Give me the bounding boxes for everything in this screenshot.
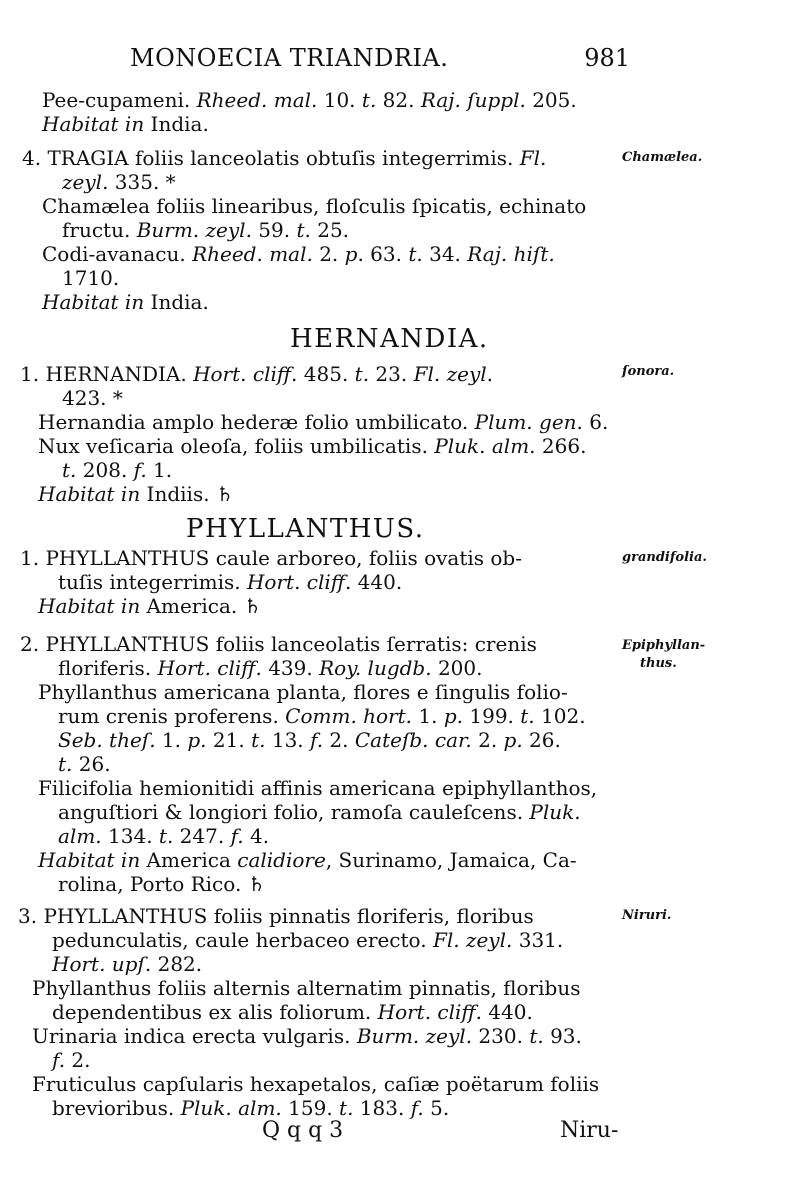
text-line: Habitat in India. xyxy=(42,290,209,314)
margin-species-name: Niruri. xyxy=(622,908,672,923)
text-line: Urinaria indica erecta vulgaris. Burm. zeyl. 230. t. 93. xyxy=(32,1024,582,1048)
text-line: tuſis integerrimis. Hort. cliff. 440. xyxy=(58,570,403,594)
text-line: Habitat in Indiis. ♄ xyxy=(38,482,234,506)
text-line: alm. 134. t. 247. f. 4. xyxy=(58,824,270,848)
text-line: 2. PHYLLANTHUS foliis lanceolatis ſerratis: crenis xyxy=(20,632,537,656)
text-line: Hort. upſ. 282. xyxy=(52,952,203,976)
text-line: Habitat in India. xyxy=(42,112,209,136)
text-line: 1. PHYLLANTHUS caule arboreo, foliis ovatis ob- xyxy=(20,546,522,570)
margin-species-name: Epiphyllan- xyxy=(622,638,706,653)
margin-species-name: ſonora. xyxy=(622,364,675,379)
text-line: rolina, Porto Rico. ♄ xyxy=(58,872,266,896)
text-line: Phyllanthus americana planta, flores e ſingulis folio- xyxy=(38,680,568,704)
text-line: fructu. Burm. zeyl. 59. t. 25. xyxy=(62,218,350,242)
text-line: brevioribus. Pluk. alm. 159. t. 183. f. 5. xyxy=(52,1096,450,1120)
text-line: Habitat in America. ♄ xyxy=(38,594,262,618)
text-line: Codi-avanacu. Rheed. mal. 2. p. 63. t. 34. Raj. hiſt. xyxy=(42,242,555,266)
text-line: Pee-cupameni. Rheed. mal. 10. t. 82. Raj. ſuppl. 205. xyxy=(42,88,577,112)
text-line: dependentibus ex alis foliorum. Hort. cliff. 440. xyxy=(52,1000,533,1024)
running-header xyxy=(130,44,630,74)
page-number: 981 xyxy=(584,44,630,72)
catchword: Niru- xyxy=(560,1118,619,1143)
section-heading: PHYLLANTHUS. xyxy=(186,514,425,544)
text-line: Chamælea foliis linearibus, floſculis ſpicatis, echinato xyxy=(42,194,587,218)
text-line: floriferis. Hort. cliff. 439. Roy. lugdb. 200. xyxy=(58,656,483,680)
text-line: anguſtiori & longiori folio, ramoſa cauleſcens. Pluk. xyxy=(58,800,581,824)
text-line: rum crenis proferens. Comm. hort. 1. p. 199. t. 102. xyxy=(58,704,586,728)
text-line: Habitat in America calidiore, Surinamo, Jamaica, Ca- xyxy=(38,848,577,872)
text-line: 1. HERNANDIA. Hort. cliff. 485. t. 23. Fl. zeyl. xyxy=(20,362,494,386)
text-line: 423. * xyxy=(62,386,123,410)
text-line: f. 2. xyxy=(52,1048,91,1072)
signature-mark: Q q q 3 xyxy=(262,1118,344,1143)
text-line: zeyl. 335. * xyxy=(62,170,176,194)
section-heading: HERNANDIA. xyxy=(290,324,489,354)
text-line: Nux veſicaria oleoſa, foliis umbilicatis. Pluk. alm. 266. xyxy=(38,434,587,458)
text-line: Filicifolia hemionitidi affinis americana epiphyllanthos, xyxy=(38,776,598,800)
text-line: Seb. theſ. 1. p. 21. t. 13. f. 2. Cateſb. car. 2. p. 26. xyxy=(58,728,561,752)
text-line: Fruticulus capſularis hexapetalos, caſiæ poëtarum foliis xyxy=(32,1072,600,1096)
text-line: Phyllanthus foliis alternis alternatim pinnatis, floribus xyxy=(32,976,581,1000)
running-title: MONOECIA TRIANDRIA. xyxy=(130,44,449,72)
text-line: 3. PHYLLANTHUS foliis pinnatis floriferis, floribus xyxy=(18,904,534,928)
margin-species-name: thus. xyxy=(640,656,677,671)
margin-species-name: Chamælea. xyxy=(622,150,703,165)
text-line: t. 26. xyxy=(58,752,111,776)
text-line: 4. TRAGIA foliis lanceolatis obtuſis integerrimis. Fl. xyxy=(22,146,547,170)
text-line: Hernandia amplo hederæ folio umbilicato. Plum. gen. 6. xyxy=(38,410,609,434)
text-line: 1710. xyxy=(62,266,120,290)
margin-species-name: grandifolia. xyxy=(622,550,707,565)
text-line: t. 208. f. 1. xyxy=(62,458,173,482)
text-line: pedunculatis, caule herbaceo erecto. Fl. zeyl. 331. xyxy=(52,928,564,952)
